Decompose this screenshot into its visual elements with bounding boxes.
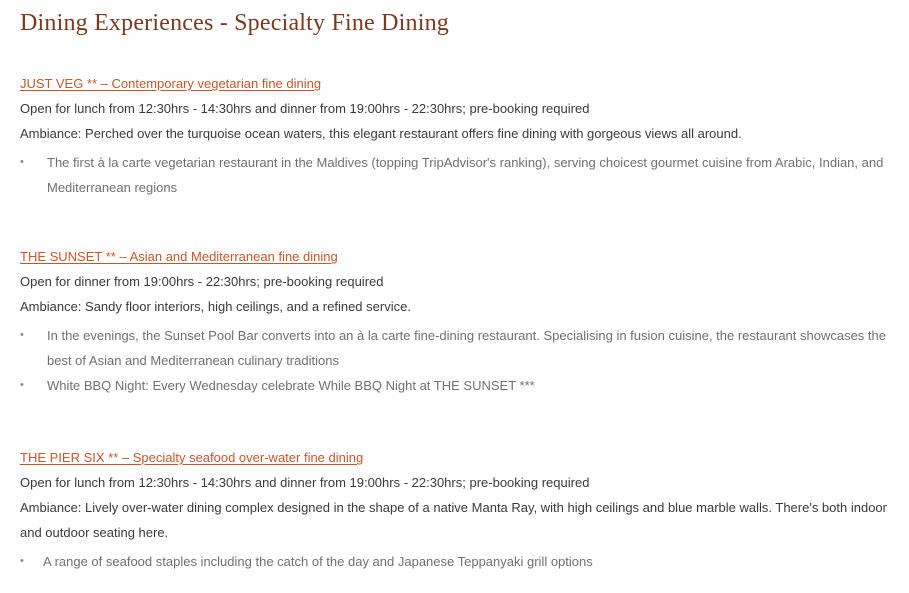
bullet-icon: •: [20, 156, 24, 168]
page-title: Dining Experiences - Specialty Fine Dining: [20, 10, 449, 36]
ambiance-text: Ambiance: Sandy floor interiors, high ceilings, and a refined service.: [20, 299, 411, 314]
list-item: [20, 549, 890, 574]
bullet-icon: •: [20, 555, 24, 567]
restaurant-link-just-veg[interactable]: JUST VEG ** – Contemporary vegetarian fine dining: [20, 76, 322, 91]
list-item: [20, 323, 890, 373]
bullet-icon: •: [20, 329, 24, 341]
opening-hours: Open for lunch from 12:30hrs - 14:30hrs and dinner from 19:00hrs - 22:30hrs; pre-booking required: [20, 101, 590, 116]
bullet-icon: •: [20, 379, 24, 391]
restaurant-section-just-veg: [20, 71, 890, 200]
restaurant-link-the-pier-six[interactable]: THE PIER SIX ** – Specialty seafood over-water fine dining: [20, 450, 364, 465]
restaurant-section-the-pier-six: [20, 445, 890, 574]
opening-hours: Open for lunch from 12:30hrs - 14:30hrs and dinner from 19:00hrs - 22:30hrs; pre-booking required: [20, 475, 590, 490]
feature-list: [20, 150, 890, 200]
ambiance-text: Ambiance: Perched over the turquoise ocean waters, this elegant restaurant offers fine dining with gorgeous views all around.: [20, 126, 742, 141]
list-item: [20, 373, 890, 398]
feature-list: [20, 323, 890, 398]
restaurant-link-the-sunset[interactable]: THE SUNSET ** – Asian and Mediterranean fine dining: [20, 249, 338, 264]
list-item-text: In the evenings, the Sunset Pool Bar converts into an à la carte fine-dining restaurant. Specialising in fusion cuisine, the restaurant showcases the best of Asian and Mediterranean culinary traditions: [47, 328, 886, 368]
list-item-text: A range of seafood staples including the catch of the day and Japanese Teppanyaki grill options: [43, 554, 593, 569]
opening-hours: Open for dinner from 19:00hrs - 22:30hrs; pre-booking required: [20, 274, 384, 289]
ambiance-text: Ambiance: Lively over-water dining complex designed in the shape of a native Manta Ray, with high ceilings and blue marble walls. There's both indoor and outdoor seating here.: [20, 500, 887, 540]
list-item: [20, 150, 890, 200]
restaurant-section-the-sunset: [20, 244, 890, 398]
list-item-text: The first à la carte vegetarian restaurant in the Maldives (topping TripAdvisor's ranking), serving choicest gourmet cuisine from Arabic, Indian, and Mediterranean regions: [47, 155, 884, 195]
feature-list: [20, 549, 890, 574]
list-item-text: White BBQ Night: Every Wednesday celebrate While BBQ Night at THE SUNSET ***: [47, 378, 535, 393]
